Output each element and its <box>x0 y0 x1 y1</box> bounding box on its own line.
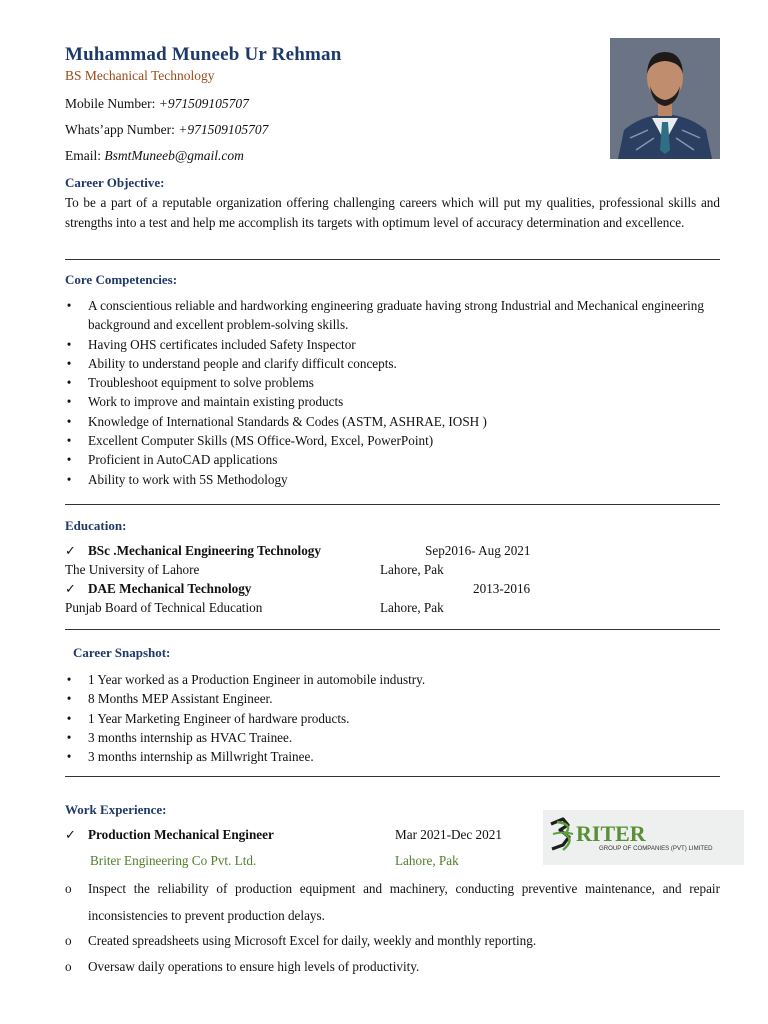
duty-text: Inspect the reliability of production equipment and machinery, conducting preventive maintenance, and repair inconsistencies to prevent production delays. <box>88 881 720 923</box>
company-name: Briter Engineering Co Pvt. Ltd. <box>90 853 257 868</box>
list-item: • Troubleshoot equipment to solve problems <box>65 373 720 392</box>
bullet-icon: • <box>66 433 72 449</box>
list-item: • 1 Year Marketing Engineer of hardware products. <box>65 709 720 728</box>
mobile-value: +971509105707 <box>158 96 249 111</box>
degree-dates: 2013-2016 <box>473 581 531 596</box>
career-objective-text: To be a part of a reputable organization offering challenging careers which will put my qualities, professional skills and strengths into a test and help me accomplish its targets with optimum level of accuracy determination and excellence. <box>65 195 720 230</box>
job-dates: Mar 2021-Dec 2021 <box>395 827 502 842</box>
bullet-icon: • <box>66 336 72 352</box>
institution-name: Punjab Board of Technical Education <box>65 600 263 615</box>
whatsapp-label: Whats’app Number: <box>65 122 179 137</box>
email-label: Email: <box>65 148 105 163</box>
education-entry-institution <box>65 600 720 619</box>
degree-title: BSc .Mechanical Engineering Technology <box>88 543 321 558</box>
candidate-name: Muhammad Muneeb Ur Rehman <box>65 44 342 65</box>
duty-text: Oversaw daily operations to ensure high levels of productivity. <box>88 959 420 974</box>
list-item: • 3 months internship as Millwright Trainee. <box>65 747 720 766</box>
list-item: • Excellent Computer Skills (MS Office-Word, Excel, PowerPoint) <box>65 431 720 450</box>
bullet-icon: • <box>66 375 72 391</box>
whatsapp-number <box>65 122 268 138</box>
profile-photo <box>610 38 720 159</box>
list-item: • 8 Months MEP Assistant Engineer. <box>65 689 720 708</box>
list-item: • Ability to work with 5S Methodology <box>65 470 720 489</box>
institution-location: Lahore, Pak <box>380 562 444 577</box>
whatsapp-value: +971509105707 <box>178 122 269 137</box>
institution-name: The University of Lahore <box>65 562 200 577</box>
circle-bullet-icon: o <box>65 881 72 896</box>
list-item: • Ability to understand people and clarify difficult concepts. <box>65 354 720 373</box>
core-competencies-heading: Core Competencies: <box>65 272 178 287</box>
check-icon: ✓ <box>65 543 77 558</box>
logo-tagline: GROUP OF COMPANIES (PVT) LIMITED <box>599 845 713 852</box>
section-divider <box>65 504 720 505</box>
bullet-icon: • <box>66 471 72 487</box>
education-entry-degree <box>65 581 720 600</box>
education-entry-degree <box>65 543 720 562</box>
circle-bullet-icon: o <box>65 933 72 948</box>
bullet-icon: • <box>66 394 72 410</box>
section-divider <box>65 776 720 777</box>
list-item: • 1 Year worked as a Production Engineer in automobile industry. <box>65 670 720 689</box>
career-snapshot-heading: Career Snapshot: <box>73 645 171 660</box>
list-item: • Proficient in AutoCAD applications <box>65 450 720 469</box>
logo-wordmark: RITER <box>576 821 646 846</box>
bullet-icon: • <box>66 710 72 726</box>
bullet-icon: • <box>66 413 72 429</box>
check-icon: ✓ <box>65 581 77 596</box>
company-logo <box>543 810 744 865</box>
job-title: Production Mechanical Engineer <box>88 827 274 842</box>
list-item: • Having OHS certificates included Safety Inspector <box>65 335 720 354</box>
email-value: BsmtMuneeb@gmail.com <box>104 148 244 163</box>
bullet-icon: • <box>66 672 72 687</box>
check-icon: ✓ <box>65 827 77 842</box>
section-divider <box>65 629 720 630</box>
career-snapshot-list <box>65 670 720 766</box>
core-competencies-list <box>65 296 720 489</box>
circle-bullet-icon: o <box>65 959 72 974</box>
mobile-label: Mobile Number: <box>65 96 159 111</box>
bullet-icon: • <box>66 452 72 468</box>
duty-text: Created spreadsheets using Microsoft Excel for daily, weekly and monthly reporting. <box>88 933 537 948</box>
list-item: • A conscientious reliable and hardworking engineering graduate having strong Industrial and Mechanical engineering background and excellent problem-solving skills. <box>66 298 704 333</box>
institution-location: Lahore, Pak <box>380 600 444 615</box>
degree-dates: Sep2016- Aug 2021 <box>425 543 531 558</box>
mobile-number <box>65 96 249 112</box>
company-location: Lahore, Pak <box>395 853 459 868</box>
degree-subtitle: BS Mechanical Technology <box>65 68 215 83</box>
education-entry-institution <box>65 562 720 581</box>
list-item: • Knowledge of International Standards & Codes (ASTM, ASHRAE, IOSH ) <box>65 412 720 431</box>
career-objective-heading: Career Objective: <box>65 175 165 190</box>
bullet-icon: • <box>66 691 72 707</box>
duty-item <box>65 876 720 929</box>
section-divider <box>65 259 720 260</box>
duty-item <box>65 928 720 955</box>
degree-title: DAE Mechanical Technology <box>88 581 252 596</box>
bullet-icon: • <box>66 749 72 765</box>
list-item: • Work to improve and maintain existing products <box>65 392 720 411</box>
education-heading: Education: <box>65 518 127 533</box>
bullet-icon: • <box>66 729 72 745</box>
bullet-icon: • <box>66 355 72 371</box>
bullet-icon: • <box>66 298 72 313</box>
work-experience-heading: Work Experience: <box>65 802 167 817</box>
duty-item <box>65 954 720 981</box>
email-address <box>65 148 244 164</box>
list-item: • 3 months internship as HVAC Trainee. <box>65 728 720 747</box>
